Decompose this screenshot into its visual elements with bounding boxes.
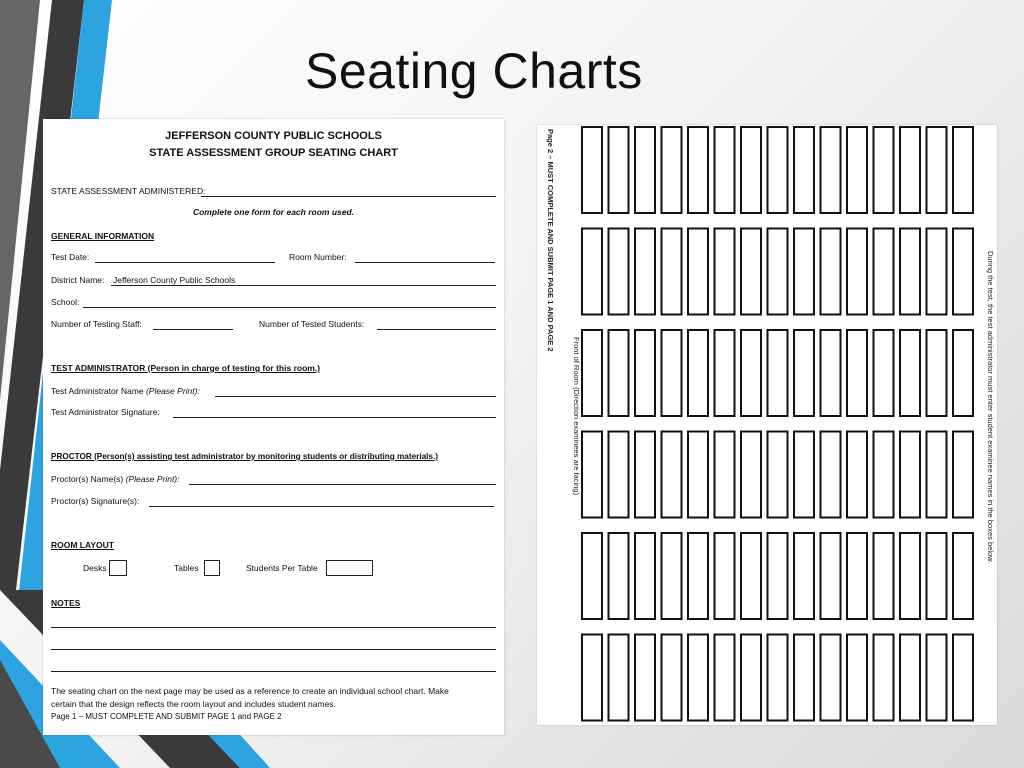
school-line[interactable] bbox=[83, 307, 496, 308]
front-of-room-caption: Front of Room (Direction examinees are facing) bbox=[572, 337, 581, 495]
seat-box[interactable] bbox=[821, 635, 841, 721]
seat-box[interactable] bbox=[741, 229, 761, 315]
tested-students-line[interactable] bbox=[377, 329, 496, 330]
seat-box[interactable] bbox=[900, 229, 920, 315]
seat-box[interactable] bbox=[715, 229, 735, 315]
seat-box[interactable] bbox=[927, 635, 947, 721]
seat-box[interactable] bbox=[768, 330, 788, 416]
seat-box[interactable] bbox=[847, 635, 867, 721]
proctor-signature-label: Proctor(s) Signature(s): bbox=[51, 496, 140, 506]
form-header-line-1: JEFFERSON COUNTY PUBLIC SCHOOLS bbox=[165, 130, 382, 142]
test-admin-name-text: Test Administrator Name bbox=[51, 386, 144, 396]
seat-box[interactable] bbox=[582, 330, 602, 416]
students-per-table-label: Students Per Table bbox=[246, 563, 318, 573]
test-admin-name-hint: (Please Print): bbox=[145, 386, 200, 396]
seat-box[interactable] bbox=[609, 432, 629, 518]
page-2-left-caption: Page 2 – MUST COMPLETE AND SUBMIT PAGE 1 AND PAGE 2 bbox=[546, 129, 555, 352]
room-layout-heading: ROOM LAYOUT bbox=[51, 540, 114, 550]
school-label: School: bbox=[51, 297, 80, 307]
seat-box[interactable] bbox=[953, 127, 973, 213]
seat-box[interactable] bbox=[715, 432, 735, 518]
seat-box[interactable] bbox=[927, 229, 947, 315]
seat-box[interactable] bbox=[874, 229, 894, 315]
room-number-line[interactable] bbox=[355, 262, 495, 263]
seat-box[interactable] bbox=[768, 533, 788, 619]
seat-box[interactable] bbox=[635, 635, 655, 721]
seat-box[interactable] bbox=[874, 432, 894, 518]
test-date-label: Test Date: bbox=[51, 252, 90, 262]
seat-box[interactable] bbox=[847, 127, 867, 213]
tables-checkbox[interactable] bbox=[204, 560, 220, 576]
seat-box[interactable] bbox=[927, 533, 947, 619]
assessment-line[interactable] bbox=[201, 196, 496, 197]
seat-box[interactable] bbox=[768, 127, 788, 213]
test-admin-name-label bbox=[51, 386, 200, 396]
district-name-line bbox=[111, 285, 496, 286]
seat-box[interactable] bbox=[662, 229, 682, 315]
slide-title: Seating Charts bbox=[305, 43, 643, 99]
notes-heading: NOTES bbox=[51, 598, 81, 608]
seat-box[interactable] bbox=[741, 533, 761, 619]
desks-checkbox[interactable] bbox=[109, 560, 127, 576]
seat-box[interactable] bbox=[794, 127, 814, 213]
seat-box[interactable] bbox=[688, 330, 708, 416]
general-info-heading: GENERAL INFORMATION bbox=[51, 231, 155, 241]
seat-box[interactable] bbox=[847, 432, 867, 518]
seat-box[interactable] bbox=[821, 229, 841, 315]
seat-box[interactable] bbox=[900, 127, 920, 213]
seat-box[interactable] bbox=[688, 229, 708, 315]
seat-box[interactable] bbox=[741, 635, 761, 721]
seat-box[interactable] bbox=[821, 432, 841, 518]
seat-box[interactable] bbox=[582, 635, 602, 721]
seat-box[interactable] bbox=[821, 330, 841, 416]
seat-box[interactable] bbox=[662, 533, 682, 619]
seat-box[interactable] bbox=[847, 533, 867, 619]
district-name-label: District Name: bbox=[51, 275, 105, 285]
seat-box[interactable] bbox=[741, 127, 761, 213]
seat-box[interactable] bbox=[794, 533, 814, 619]
seat-box[interactable] bbox=[847, 229, 867, 315]
seat-box[interactable] bbox=[874, 127, 894, 213]
seat-box[interactable] bbox=[688, 127, 708, 213]
seat-box[interactable] bbox=[715, 127, 735, 213]
students-per-table-box[interactable] bbox=[326, 560, 373, 576]
test-admin-signature-line[interactable] bbox=[173, 417, 496, 418]
assessment-label: STATE ASSESSMENT ADMINISTERED: bbox=[51, 186, 206, 196]
seat-box[interactable] bbox=[794, 229, 814, 315]
tested-students-label: Number of Tested Students: bbox=[259, 319, 365, 329]
tables-label: Tables bbox=[174, 563, 199, 573]
seat-box[interactable] bbox=[953, 432, 973, 518]
seat-box[interactable] bbox=[715, 635, 735, 721]
instructions-caption: During the test, the test administrator must enter student examinee names in the boxes below. bbox=[986, 251, 995, 564]
seat-box[interactable] bbox=[821, 127, 841, 213]
seat-box[interactable] bbox=[847, 330, 867, 416]
seat-box[interactable] bbox=[874, 533, 894, 619]
seat-box[interactable] bbox=[635, 127, 655, 213]
seat-box[interactable] bbox=[927, 330, 947, 416]
seat-box[interactable] bbox=[609, 229, 629, 315]
seat-box[interactable] bbox=[582, 229, 602, 315]
seating-chart-page-1 bbox=[43, 119, 504, 735]
test-date-line[interactable] bbox=[95, 262, 275, 263]
seat-box[interactable] bbox=[688, 635, 708, 721]
proctor-name-text: Proctor(s) Name(s) bbox=[51, 474, 124, 484]
page-1-note: Page 1 – MUST COMPLETE AND SUBMIT PAGE 1 and PAGE 2 bbox=[51, 712, 282, 721]
seat-box[interactable] bbox=[900, 330, 920, 416]
seat-box[interactable] bbox=[662, 635, 682, 721]
notes-line[interactable] bbox=[51, 627, 496, 628]
seat-box[interactable] bbox=[794, 432, 814, 518]
seat-box[interactable] bbox=[609, 127, 629, 213]
seat-box[interactable] bbox=[609, 635, 629, 721]
proctor-signature-line[interactable] bbox=[149, 506, 494, 507]
seat-box[interactable] bbox=[715, 533, 735, 619]
seat-box[interactable] bbox=[768, 229, 788, 315]
seat-grid bbox=[537, 125, 997, 725]
seat-box[interactable] bbox=[794, 330, 814, 416]
footer-text-line-2: certain that the design reflects the room layout and includes student names. bbox=[51, 699, 336, 709]
seat-box[interactable] bbox=[900, 533, 920, 619]
notes-line[interactable] bbox=[51, 649, 496, 650]
proctor-name-label bbox=[51, 474, 180, 484]
seat-box[interactable] bbox=[821, 533, 841, 619]
seat-box[interactable] bbox=[927, 127, 947, 213]
test-admin-heading: TEST ADMINISTRATOR (Person in charge of testing for this room.) bbox=[51, 363, 321, 373]
seating-chart-page-2 bbox=[537, 125, 997, 725]
seat-box[interactable] bbox=[953, 635, 973, 721]
seat-box[interactable] bbox=[953, 330, 973, 416]
room-number-label: Room Number: bbox=[289, 252, 347, 262]
seat-box[interactable] bbox=[900, 432, 920, 518]
instruction-text: Complete one form for each room used. bbox=[192, 207, 355, 217]
testing-staff-line[interactable] bbox=[153, 329, 233, 330]
seat-box[interactable] bbox=[688, 533, 708, 619]
seat-box[interactable] bbox=[609, 330, 629, 416]
desks-label: Desks bbox=[83, 563, 107, 573]
seat-box[interactable] bbox=[874, 635, 894, 721]
seat-box[interactable] bbox=[662, 330, 682, 416]
proctor-name-hint: (Please Print): bbox=[125, 474, 180, 484]
seat-box[interactable] bbox=[662, 127, 682, 213]
seat-box[interactable] bbox=[635, 432, 655, 518]
seat-box[interactable] bbox=[768, 635, 788, 721]
test-admin-name-line[interactable] bbox=[215, 396, 496, 397]
seat-box[interactable] bbox=[582, 127, 602, 213]
seat-box[interactable] bbox=[635, 533, 655, 619]
seat-box[interactable] bbox=[741, 432, 761, 518]
district-name-value: Jefferson County Public Schools bbox=[113, 275, 236, 285]
seat-box[interactable] bbox=[768, 432, 788, 518]
seat-box[interactable] bbox=[662, 432, 682, 518]
seat-box[interactable] bbox=[635, 229, 655, 315]
testing-staff-label: Number of Testing Staff: bbox=[51, 319, 142, 329]
seat-box[interactable] bbox=[609, 533, 629, 619]
seat-box[interactable] bbox=[635, 330, 655, 416]
seat-box[interactable] bbox=[927, 432, 947, 518]
seat-box[interactable] bbox=[794, 635, 814, 721]
seat-box[interactable] bbox=[715, 330, 735, 416]
seat-box[interactable] bbox=[953, 229, 973, 315]
seat-box[interactable] bbox=[582, 533, 602, 619]
seat-box[interactable] bbox=[688, 432, 708, 518]
proctor-heading: PROCTOR (Person(s) assisting test administrator by monitoring students or distributing materials.) bbox=[51, 452, 438, 461]
notes-line[interactable] bbox=[51, 671, 496, 672]
seat-box[interactable] bbox=[953, 533, 973, 619]
test-admin-signature-label: Test Administrator Signature: bbox=[51, 407, 160, 417]
seat-box[interactable] bbox=[874, 330, 894, 416]
seat-box[interactable] bbox=[741, 330, 761, 416]
proctor-name-line[interactable] bbox=[189, 484, 496, 485]
seat-box[interactable] bbox=[900, 635, 920, 721]
form-header-line-2: STATE ASSESSMENT GROUP SEATING CHART bbox=[149, 147, 398, 159]
seat-box[interactable] bbox=[582, 432, 602, 518]
footer-text-line-1: The seating chart on the next page may be used as a reference to create an individual school chart. Make bbox=[51, 686, 449, 696]
